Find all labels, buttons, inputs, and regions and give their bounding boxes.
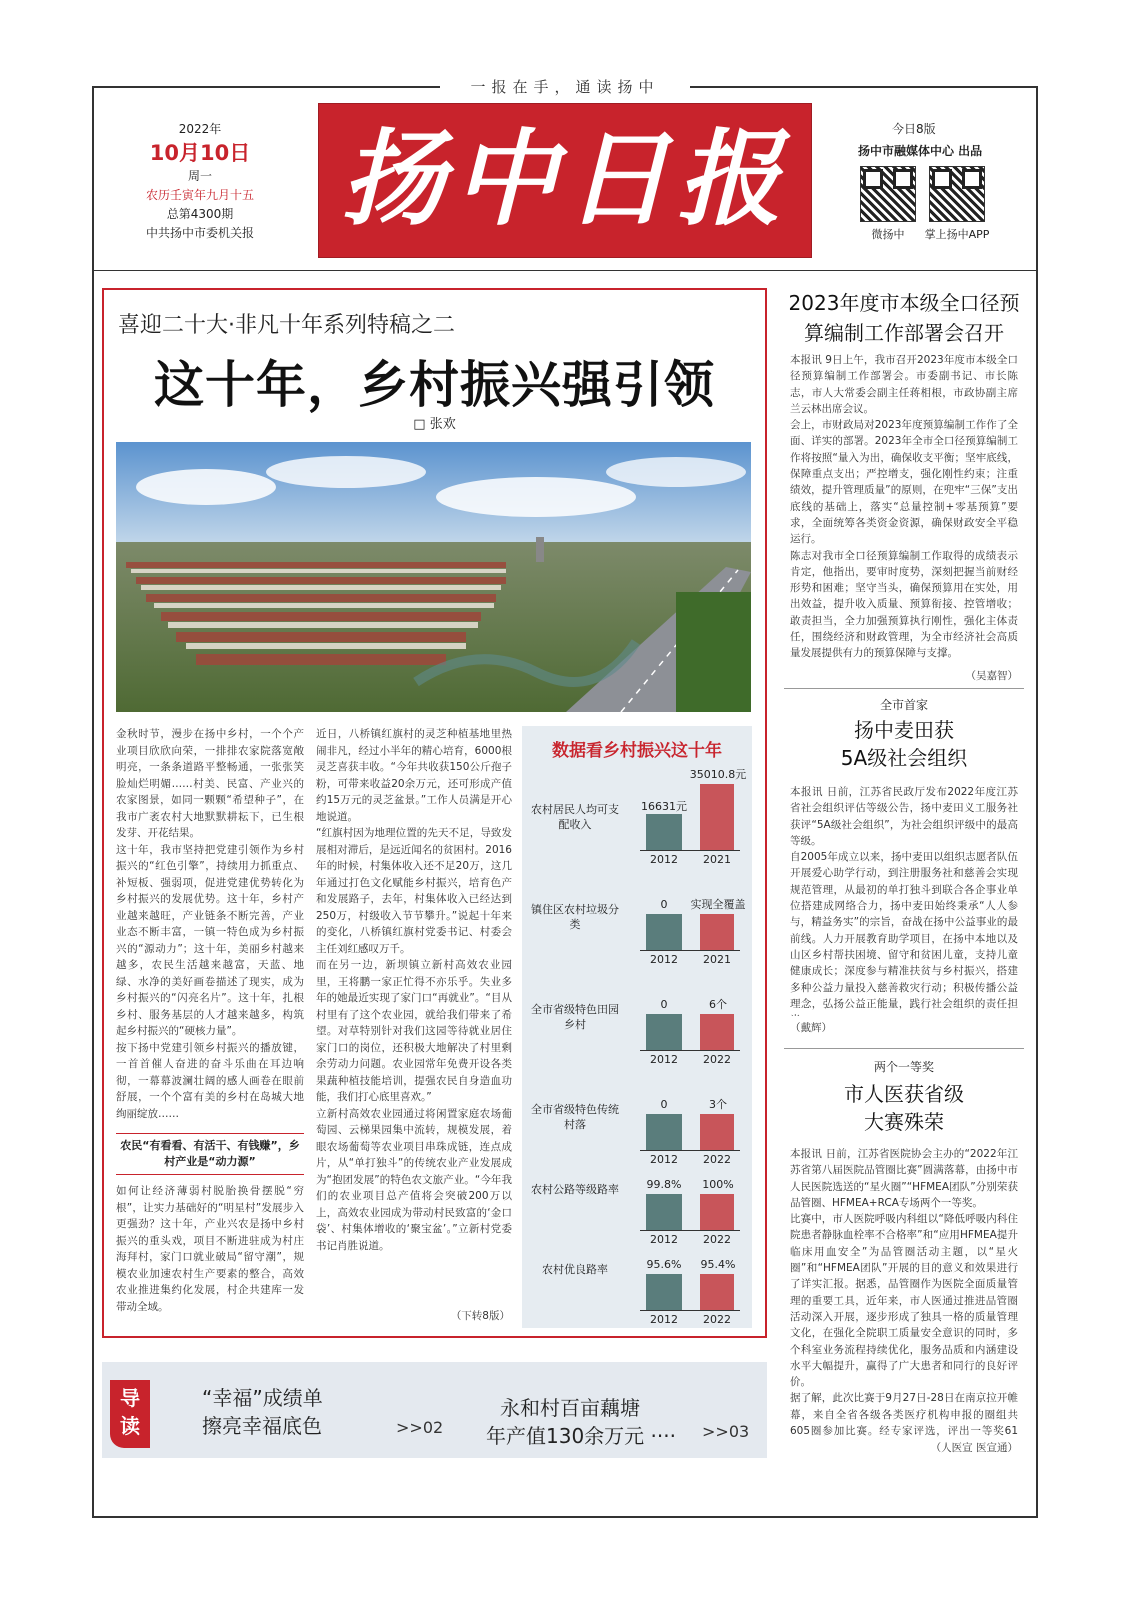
bar-latest-value: 实现全覆盖 bbox=[690, 898, 746, 911]
slogan: 一报在手，通读扬中 bbox=[470, 78, 660, 96]
lead-headline: 这十年，乡村振兴强引领 bbox=[154, 355, 715, 414]
bar-2012 bbox=[646, 1114, 682, 1150]
infographic-row bbox=[522, 768, 752, 868]
bar-latest bbox=[700, 914, 734, 950]
infographic-row bbox=[522, 876, 752, 968]
qr-code-icon bbox=[929, 166, 985, 222]
masthead-logo bbox=[318, 103, 812, 258]
bar-latest-value: 100% bbox=[702, 1178, 734, 1191]
year-latest: 2022 bbox=[703, 1053, 731, 1066]
year-latest: 2022 bbox=[703, 1313, 731, 1326]
bar-latest-value: 95.4% bbox=[700, 1258, 736, 1271]
year-latest: 2021 bbox=[703, 953, 731, 966]
guide-tag-text: 导读 bbox=[120, 1386, 140, 1438]
infographic-row bbox=[522, 1176, 752, 1248]
bar-2012-value: 0 bbox=[660, 998, 668, 1011]
bar-latest bbox=[700, 784, 734, 850]
year-2012: 2012 bbox=[650, 1233, 678, 1246]
axis-line bbox=[640, 950, 740, 951]
guide-item-1-line1: “幸福”成绩单 bbox=[202, 1386, 323, 1410]
right-separator-2 bbox=[784, 1048, 1024, 1049]
date-day: 10月10日 bbox=[149, 141, 251, 165]
bar-2012-value: 99.8% bbox=[646, 1178, 682, 1191]
data-infographic bbox=[522, 726, 752, 1328]
axis-line bbox=[640, 1150, 740, 1151]
article-3-signature: （人医宣 医宣通） bbox=[930, 1442, 1018, 1454]
axis-line bbox=[640, 1050, 740, 1051]
masthead-right bbox=[858, 120, 1018, 260]
guide-item-1-line2: 擦亮幸福底色 bbox=[202, 1414, 322, 1438]
year-2012: 2012 bbox=[650, 853, 678, 866]
bar-latest bbox=[700, 1114, 734, 1150]
guide-item-1[interactable] bbox=[202, 1384, 323, 1440]
article-2-signature: （戴辉） bbox=[790, 1022, 832, 1034]
year-latest: 2021 bbox=[703, 853, 731, 866]
axis-line bbox=[640, 1310, 740, 1311]
infographic-title: 数据看乡村振兴这十年 bbox=[552, 741, 722, 761]
lead-kicker: 喜迎二十大·非凡十年系列特稿之二 bbox=[118, 313, 455, 338]
date-weekday: 周一 bbox=[187, 169, 212, 183]
article-2-kicker: 全市首家 bbox=[879, 698, 928, 712]
bar-2012 bbox=[646, 1014, 682, 1050]
lead-column-1b: 如何让经济薄弱村脱胎换骨摆脱“穷根”，让实力基础好的“明星村”发展步入更强劲？这十年，产业兴农是扬中乡村振兴的重头戏，项目不断进驻成为村庄海拜村，家门口就业破局“留守潮”，规模农业加速农村生产要素的整合，高效农业推进集约化发展，村企共建库一发带动全域。 bbox=[116, 1185, 304, 1313]
guide-item-2-page[interactable]: >>03 bbox=[702, 1422, 750, 1441]
guide-item-1-page[interactable]: >>02 bbox=[396, 1418, 444, 1437]
bar-2012-value: 0 bbox=[660, 898, 668, 911]
bar-latest-value: 35010.8元 bbox=[689, 768, 747, 781]
date-block bbox=[120, 120, 280, 243]
article-2-body: 本报讯 日前，江苏省民政厅发布2022年度江苏省社会组织评估等级公告，扬中麦田义工服务社获评“5A级社会组织”，为社会组织评级中的最高等级。 自2005年成立以来，扬中麦田以组织志愿者队伍开展爱心助学行动，到注册服务社和慈善会实现规范管理，从最初的单打独斗到联合各企事业单位搭建成网络合力，扬中麦田始终秉承“人人参与，精益务实”的宗旨，奋战在扬中公益事业的最前线。人力开展教育助学项目，在扬中本地以及山区乡村帮扶困境、留守和贫困儿童，支持儿童健康成长；深度参与精准扶贫与乡村振兴，搭建多种公益力量投入慈善救灾行动；积极传播公益理念，弘扬公益正能量，践行社会组织的责任担 bbox=[790, 786, 1018, 1010]
axis-line bbox=[640, 1230, 740, 1231]
newspaper-organ: 中共扬中市委机关报 bbox=[145, 226, 254, 240]
masthead-separator bbox=[92, 270, 1038, 271]
qr-left-label: 微扬中 bbox=[871, 228, 905, 241]
village-aerial-photo bbox=[116, 442, 751, 712]
infographic-row-label: 镇住区农村垃圾分类 bbox=[531, 903, 619, 931]
lead-column-2: 近日，八桥镇红旗村的灵芝种植基地里热闹非凡，经过小半年的精心培育，6000根灵芝喜获丰收。“今年共收获150公斤孢子粉，可带来收益20余万元，还可形成产值约15万元的灵芝盆景。”工作人员满是开心地说道。 “红旗村因为地理位置的先天不足，导致发展相对滞后，是远近闻名的贫困村。2016年的时候，村集体收入还不足20万，这几年通过打色文化赋能乡村振兴，培育色产和发展路子，去年，村集体收入已经达到250万，村级收入节节攀升。”说起十年来的变化，八桥镇红旗村党委书记、村委会主任刘红感叹万千。 而在另一边，新坝镇立新村高效农业园里，王将鹏一家正忙得不亦乐乎。失业多年的她最近实现了家门口“再就业”。“目从村里有了这个农业园，就给我们带来了希望。对草特别针对我们这园等待就业居住家门口的岗位，还积极大地解决了村里剩余劳动力问题。农业园常年免费开设各类果蔬种植技能培训，提强农民自身造血功能，我们打心底里喜欢。” 立新村高效农业园通过将闲置家庭农场葡萄园、云梯果园集中流转，规模发展，着眼农场葡萄等农业项目串珠成链，连点成片，从“单打独斗”的传统农业产业发展成为“抱团发展”的特色农文旅产业。“今年我们的农业项目总产值将会突破200万以上，高效农业园成为带动村民致富的‘金口袋’、村集体增收的‘聚宝盆’。”立新村党委书记肖胜说道。 bbox=[316, 728, 512, 1252]
guide-tag bbox=[110, 1380, 150, 1448]
bar-latest bbox=[700, 1194, 734, 1230]
qr-left[interactable] bbox=[858, 166, 918, 242]
lead-byline: □ 张欢 bbox=[413, 417, 456, 432]
article-3-body: 本报讯 日前，江苏省医院协会主办的“2022年江苏省第八届医院品管圈比赛”圆满落幕，由扬中市人民医院选送的“星火圈”“HFMEA团队”分别荣获品管圈、HFMEA+RCA专场两个一等奖。 比赛中，市人医院呼吸内科组以“降低呼吸内科住院患者静脉血栓率不合格率”和“应用HFMEA提升临床用血安全”为品管圈活动主题，以“星火圈”和“HFMEA团队”开展的目的意义和效果进行了详实汇报。据悉，品管圈作为医院全面质量管理的重要工具，近年来，市人医通过推进品管圈活动深入开展，逐步形成了独具一格的质量管理文化，在强化全院职工质量安全意识的同时，多个科室业务流程持续优化，服务品质和内涵建设水平大幅提升，赢得了广大患者和同行的良好评价。 据了解，此次比赛于9月27日-28日在南京拉开帷幕，来自全省各级各类医疗机构申报的圈组共605圈参加比赛。经专家评选，评出一等奖61 bbox=[790, 1148, 1018, 1438]
qr-right[interactable] bbox=[922, 166, 992, 242]
lead-subhead: 农民“有看看、有活干、有钱赚”，乡村产业是“动力源” bbox=[116, 1133, 304, 1175]
year-2012: 2012 bbox=[650, 1153, 678, 1166]
continued-note: （下转8版） bbox=[450, 1310, 510, 1322]
bar-2012-value: 0 bbox=[660, 1098, 668, 1111]
article-1-body: 本报讯 9日上午，我市召开2023年度市本级全口径预算编制工作部署会。市委副书记、市长陈志，市人大常委会副主任蒋相根，市政协副主席兰云林出席会议。 会上，市财政局对2023年度预算编制工作作了全面、详实的部署。2023年全市全口径预算编制工作将按照“量入为出，确保收支平衡；坚牢底线，保障重点支出；严控增支，强化刚性约束；注重绩效，提升管理质量”的原则，在兜牢“三保”支出底线的基础上，落实“总量控制+零基预算”要求，全面统筹各类资金资源，确保财政安全平稳运行。 陈志对我市全口径预算编制工作取得的成绩表示肯定，他指出，要审时度势，深刻把握当前财经形势和困难；坚守当头，确保预算用在实处，用出效益，提升收入质量、预算衔接、控管增收；敢责担当，全力加强预算执行刚性，强化主体责任，围绕经济和财政管理，为全市经济社会高质量发展提供有力的预算保障与支撑。 bbox=[790, 354, 1018, 660]
year-2012: 2012 bbox=[650, 1313, 678, 1326]
date-year: 2022年 bbox=[178, 122, 222, 136]
guide-item-2-line2: 年产值130余万元 ···· bbox=[486, 1424, 676, 1448]
photo-illustration bbox=[116, 442, 751, 712]
article-3-kicker: 两个一等奖 bbox=[873, 1060, 934, 1074]
infographic-row-label: 全市省级特色田园乡村 bbox=[531, 1003, 619, 1031]
axis-line bbox=[640, 850, 740, 851]
bar-2012-value: 16631元 bbox=[641, 800, 687, 813]
year-latest: 2022 bbox=[703, 1153, 731, 1166]
bar-latest bbox=[700, 1014, 734, 1050]
date-lunar: 农历壬寅年九月十五 bbox=[145, 188, 254, 202]
publisher: 扬中市融媒体中心 出品 bbox=[858, 144, 983, 158]
bar-2012 bbox=[646, 914, 682, 950]
bar-2012 bbox=[646, 1194, 682, 1230]
year-2012: 2012 bbox=[650, 953, 678, 966]
bar-latest-value: 3个 bbox=[709, 1098, 727, 1111]
pages-today: 今日8版 bbox=[892, 122, 936, 136]
guide-item-2[interactable] bbox=[486, 1394, 676, 1450]
lead-column-1: 金秋时节，漫步在扬中乡村，一个个产业项目欣欣向荣，一排排农家院落宽敞明亮，一条条道路平整畅通，一张张笑脸灿烂明媚……村美、民富、产业兴的农家图景，如同一颗颗“希望种子”，在我市广袤农村大地默默耕耘下，已生根发芽、开花结果。 这十年，我市坚持把党建引领作为乡村振兴的“红色引擎”，持续用力抓重点、补短板、强弱项，促进党建优势转化为乡村振兴的发展优势。这十年，乡村产业越来越旺，产业链条不断完善，产业业态不断丰富，一镇一特色成为乡村振兴的“源动力”；这十年，美丽乡村越来越多，农民生活越来越富，天蓝、地绿、水净的美好画卷描述了现实，成为乡村振兴的“闪亮名片”。这十年，扎根乡村、服务基层的人才越来越多，构筑起乡村振兴的“硬核力量”。 按下扬中党建引领乡村振兴的播放键，一首首催人奋进的奋斗乐曲在耳边响彻，一幕幕波澜壮阔的感人画卷在眼前舒展，一个个富有美的乡村在岛城大地绚丽绽放…… bbox=[116, 728, 304, 1120]
infographic-row-label: 农村居民人均可支配收入 bbox=[531, 803, 619, 831]
bar-2012 bbox=[646, 1274, 682, 1310]
article-1-signature: （吴嘉智） bbox=[965, 670, 1018, 682]
infographic-row-label: 农村优良路率 bbox=[542, 1263, 608, 1276]
infographic-row bbox=[522, 1076, 752, 1168]
infographic-row-label: 农村公路等级路率 bbox=[531, 1183, 619, 1196]
qr-right-label: 掌上扬中APP bbox=[924, 228, 990, 241]
right-separator-1 bbox=[784, 688, 1024, 689]
article-3-title: 市人医获省级 大赛殊荣 bbox=[844, 1082, 964, 1134]
issue-number: 总第4300期 bbox=[166, 207, 234, 221]
year-latest: 2022 bbox=[703, 1233, 731, 1246]
qr-code-icon bbox=[860, 166, 916, 222]
bar-latest-value: 6个 bbox=[709, 998, 727, 1011]
year-2012: 2012 bbox=[650, 1053, 678, 1066]
bar-2012-value: 95.6% bbox=[646, 1258, 682, 1271]
infographic-row bbox=[522, 976, 752, 1068]
article-1-title: 2023年度市本级全口径预算编制工作部署会召开 bbox=[788, 291, 1020, 345]
infographic-row-label: 全市省级特色传统村落 bbox=[531, 1103, 619, 1131]
bar-latest bbox=[700, 1274, 734, 1310]
guide-item-2-line1: 永和村百亩藕塘 bbox=[500, 1396, 640, 1420]
article-2-title: 扬中麦田获 5A级社会组织 bbox=[840, 718, 968, 770]
bar-2012 bbox=[646, 814, 682, 850]
masthead-title: 扬中日报 bbox=[340, 117, 789, 240]
infographic-row bbox=[522, 1256, 752, 1328]
